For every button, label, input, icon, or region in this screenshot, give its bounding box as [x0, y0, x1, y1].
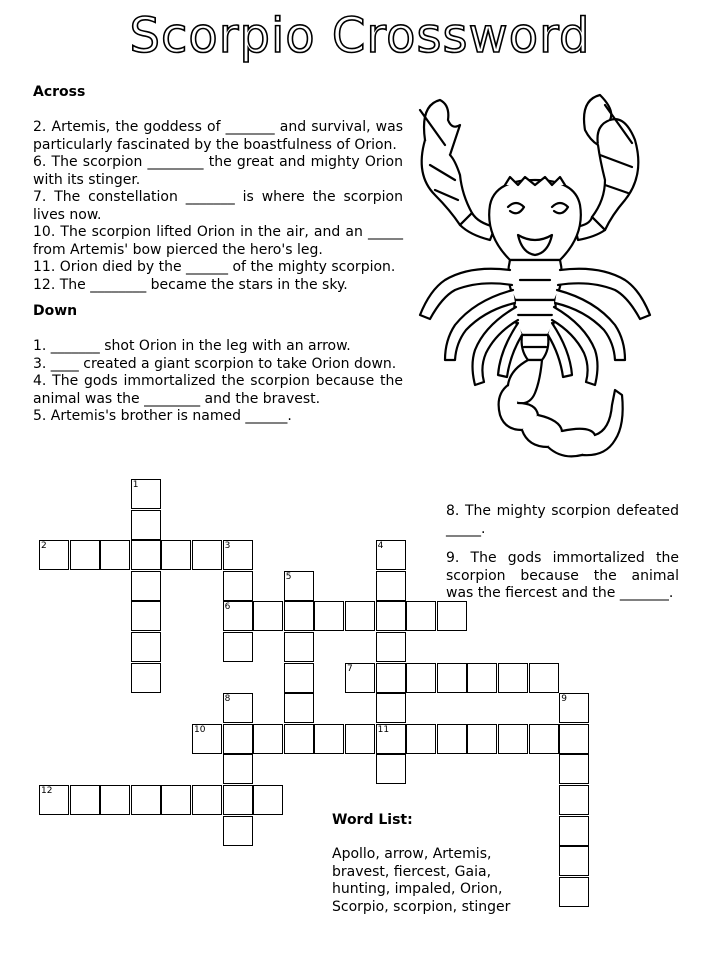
clue-down-3: 3. ____ created a giant scorpion to take Orion down. — [33, 355, 397, 372]
grid-cell[interactable] — [100, 785, 130, 815]
grid-cell[interactable] — [559, 816, 589, 846]
grid-cell[interactable] — [437, 663, 467, 693]
clue-across-2: 2. Artemis, the goddess of _______ and survival, was particularly fascinated by the boastfulness of Orion. — [33, 119, 403, 153]
grid-cell[interactable] — [223, 632, 253, 662]
grid-cell[interactable] — [223, 754, 253, 784]
grid-cell[interactable] — [314, 724, 344, 754]
grid-cell[interactable] — [467, 663, 497, 693]
clue-across-7: 7. The constellation _______ is where the scorpion lives now. — [33, 189, 403, 223]
grid-number-10: 10 — [194, 724, 206, 735]
clue-down-5: 5. Artemis's brother is named ______. — [33, 408, 292, 424]
grid-cell[interactable] — [376, 693, 406, 723]
grid-cell[interactable] — [223, 724, 253, 754]
grid-cell[interactable] — [406, 663, 436, 693]
grid-cell[interactable] — [406, 601, 436, 631]
grid-cell[interactable] — [559, 754, 589, 784]
clue-across-10: 10. The scorpion lifted Orion in the air, and an _____ from Artemis' bow pierced the hero's leg. — [33, 224, 403, 258]
grid-cell[interactable] — [192, 540, 222, 570]
grid-cell[interactable] — [70, 785, 100, 815]
grid-cell[interactable] — [559, 846, 589, 876]
grid-number-7: 7 — [347, 663, 353, 674]
word-list-heading: Word List: — [332, 812, 413, 828]
grid-cell[interactable] — [437, 724, 467, 754]
grid-cell[interactable] — [284, 632, 314, 662]
page-title: Scorpio Crossword — [129, 8, 591, 64]
grid-number-6: 6 — [224, 602, 231, 613]
grid-cell[interactable] — [131, 632, 161, 662]
grid-cell[interactable] — [253, 785, 283, 815]
grid-cell[interactable] — [131, 540, 161, 570]
clue-across-12: 12. The ________ became the stars in the sky. — [33, 276, 348, 293]
clue-down-4: 4. The gods immortalized the scorpion because the animal was the ________ and the bravest. — [33, 373, 403, 407]
word-list: Apollo, arrow, Artemis, bravest, fiercest, Gaia, hunting, impaled, Orion, Scorpio, scorpion, stinger — [332, 846, 511, 915]
grid-cell[interactable] — [376, 632, 406, 662]
grid-cell[interactable] — [223, 816, 253, 846]
grid-number-12: 12 — [41, 786, 53, 796]
grid-cell[interactable] — [437, 601, 467, 631]
grid-number-2: 2 — [41, 541, 47, 552]
grid-cell[interactable] — [100, 540, 130, 570]
grid-cell[interactable] — [131, 601, 161, 631]
grid-cell[interactable] — [314, 601, 344, 631]
grid-cell[interactable] — [131, 663, 161, 693]
grid-cell[interactable] — [498, 724, 528, 754]
grid-cell[interactable] — [529, 663, 559, 693]
grid-cell[interactable] — [223, 571, 253, 601]
down-heading: Down — [33, 303, 78, 319]
grid-number-11: 11 — [377, 724, 390, 735]
grid-cell[interactable] — [284, 724, 314, 754]
grid-cell[interactable] — [376, 663, 406, 693]
grid-cell[interactable] — [161, 785, 191, 815]
grid-cell[interactable] — [529, 724, 559, 754]
grid-cell[interactable] — [131, 571, 161, 601]
grid-number-3: 3 — [224, 541, 231, 552]
grid-cell[interactable] — [345, 601, 375, 631]
grid-cell[interactable] — [559, 877, 589, 907]
grid-cell[interactable] — [406, 724, 436, 754]
grid-cell[interactable] — [345, 724, 375, 754]
grid-cell[interactable] — [498, 663, 528, 693]
grid-cell[interactable] — [376, 754, 406, 784]
grid-cell[interactable] — [70, 540, 100, 570]
grid-cell[interactable] — [192, 785, 222, 815]
grid-number-9: 9 — [561, 694, 567, 705]
clue-across-6: 6. The scorpion ________ the great and mighty Orion with its stinger. — [33, 154, 403, 188]
grid-number-8: 8 — [224, 694, 231, 705]
across-heading: Across — [33, 84, 86, 100]
grid-cell[interactable] — [161, 540, 191, 570]
clue-down-9: 9. The gods immortalized the scorpion because the animal was the fiercest and the _______. — [446, 550, 679, 601]
grid-cell[interactable] — [223, 785, 253, 815]
grid-cell[interactable] — [284, 601, 314, 631]
grid-cell[interactable] — [253, 601, 283, 631]
clue-down-1: 1. _______ shot Orion in the leg with an arrow. — [33, 338, 351, 354]
grid-number-5: 5 — [285, 571, 292, 582]
grid-cell[interactable] — [467, 724, 497, 754]
grid-cell[interactable] — [253, 724, 283, 754]
grid-cell[interactable] — [131, 510, 161, 540]
grid-cell[interactable] — [559, 785, 589, 815]
grid-cell[interactable] — [284, 693, 314, 723]
grid-cell[interactable] — [376, 601, 406, 631]
grid-cell[interactable] — [284, 663, 314, 693]
clue-down-8: 8. The mighty scorpion defeated _____. — [446, 503, 679, 537]
grid-cell[interactable] — [559, 724, 589, 754]
grid-cell[interactable] — [131, 785, 161, 815]
grid-number-4: 4 — [377, 541, 384, 552]
grid-cell[interactable] — [376, 571, 406, 601]
clue-across-11: 11. Orion died by the ______ of the mighty scorpion. — [33, 259, 396, 275]
grid-number-1: 1 — [132, 480, 139, 490]
